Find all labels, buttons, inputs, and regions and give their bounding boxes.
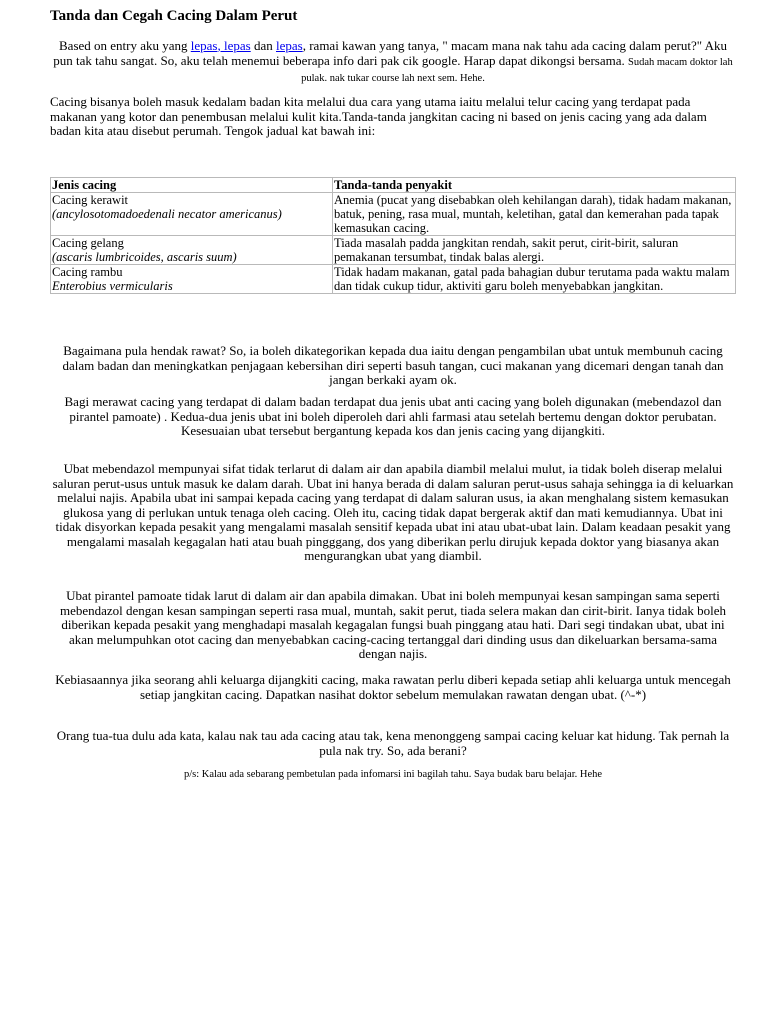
header-symptoms: Tanda-tanda penyakit <box>333 178 736 193</box>
page-title: Tanda dan Cegah Cacing Dalam Perut <box>50 8 298 24</box>
entry-link-sep[interactable]: , <box>217 38 224 53</box>
entry-link-3[interactable]: lepas <box>276 38 303 53</box>
worm-scientific-name: (ascaris lumbricoides, ascaris suum) <box>52 250 237 264</box>
worm-name: Cacing rambu <box>52 265 123 279</box>
ps-note: p/s: Kalau ada sebarang pembetulan pada infomarsi ini bagilah tahu. Saya budak baru belajar. Hehe <box>183 769 603 780</box>
worm-name: Cacing kerawit <box>52 193 129 207</box>
paragraph-medicine: Bagi merawat cacing yang terdapat di dalam badan terdapat dua jenis ubat anti cacing yang boleh digunakan (mebendazol dan pirantel pamoate) . Kedua-dua jenis ubat ini boleh diperoleh dari ahli farmasi atau setelah bertemu dengan doktor perubatan. Kesesuaian ubat tersebut bergantung kepada kos dan jenis cacing yang dijangkiti. <box>64 394 722 438</box>
symptoms-cell: Anemia (pucat yang disebabkan oleh kehilangan darah), tidak hadam makanan, batuk, pening, rasa mual, muntah, keletihan, gatal dan kemerahan pada tapak kemasukan cacing. <box>333 193 736 236</box>
table-header-row <box>51 178 736 193</box>
table-row <box>51 193 736 236</box>
paragraph-mebendazol: Ubat mebendazol mempunyai sifat tidak terlarut di dalam air dan apabila diambil melalui mulut, ia tidak boleh diserap melalui saluran perut-usus untuk masuk ke dalam darah. Ubat ini hanya berada di dalam saluran perut-usus sahaja sehingga ia di keluarkan melalui najis. Apabila ubat ini sampai kepada cacing yang terdapat di dalam saluran usus, ia akan menghalang sistem kemasukan glukosa yang di perlukan untuk tenaga oleh cacing. Oleh itu, cacing tidak dapat bergerak aktif dan mati kemudiannya. Ubat ini tidak disyorkan kepada pesakit yang mengalami masalah sensitif kepada ubat ini atau ubat-ubat lain. Dalam keadaan pesakit yang mengalami masalah kegagalan hati atau buah pingggang, dos yang diberikan perlu dirujuk kepada doktor yang biasanya akan mengurangkan ubat yang diambil. <box>52 461 734 563</box>
worm-scientific-name: Enterobius vermicularis <box>52 279 173 293</box>
symptoms-cell: Tiada masalah padda jangkitan rendah, sakit perut, cirit-birit, saluran pemakanan tersumbat, tindak balas alergi. <box>333 236 736 265</box>
symptoms-cell: Tidak hadam makanan, gatal pada bahagian dubur terutama pada waktu malam dan tidak cukup tidur, aktiviti garu boleh menyebabkan jangkitan. <box>333 265 736 294</box>
intro-text-2: dan <box>250 38 276 53</box>
intro-text-1: Based on entry aku yang <box>59 38 191 53</box>
worm-table <box>50 177 736 294</box>
entry-link-1[interactable]: lepas <box>190 38 218 53</box>
worm-cell <box>51 236 333 265</box>
intro-paragraph <box>50 39 736 87</box>
paragraph-treatment: Bagaimana pula hendak rawat? So, ia boleh dikategorikan kepada dua iaitu dengan pengambilan ubat untuk membunuh cacing dalam badan dan meningkatkan penjagaan kebersihan diri seperti basuh tangan, cuci makanan yang dicemari dengan tanah dan jangan berkaki ayam ok. <box>62 343 724 387</box>
paragraph-pirantel: Ubat pirantel pamoate tidak larut di dalam air dan apabila dimakan. Ubat ini boleh mempunyai kesan sampingan sama seperti mebendazol dengan kesan sampingan seperti rasa mual, muntah, sakit perut, tiada selera makan dan cirit-birit. Ianya tidak boleh diberikan kepada pesakit yang menghadapi masalah kegagalan fungsi buah pinggang atau hati. Dari segi tindakan ubat, ubat ini akan melumpuhkan otot cacing dan menyebabkan cacing-cacing tertanggal dari dinding usus dan dikeluarkan bersama-sama dengan najis. <box>59 588 726 661</box>
worm-scientific-name: (ancylosotomadoedenali necator americanus) <box>52 207 282 221</box>
intro-text-3: , ramai kawan yang tanya, " macam mana nak tahu ada cacing dalam perut?" Aku pun tak tahu sangat. So, aku telah menemui beberapa info dari pak cik google. Harap dapat dikongsi bersama. <box>53 38 727 68</box>
worm-name: Cacing gelang <box>52 236 124 250</box>
worm-cell <box>51 193 333 236</box>
intro-small-note: Sudah macam doktor lah pulak. nak tukar course lah next sem. Hehe. <box>301 56 733 84</box>
table-row <box>51 236 736 265</box>
paragraph-family: Kebiasaannya jika seorang ahli keluarga dijangkiti cacing, maka rawatan perlu diberi kepada setiap ahli keluarga untuk mencegah setiap jangkitan cacing. Dapatkan nasihat doktor sebelum memulakan rawatan dengan ubat. (^-*) <box>55 672 731 702</box>
header-worm-type: Jenis cacing <box>51 178 333 193</box>
table-row <box>51 265 736 294</box>
entry-link-2[interactable]: lepas <box>224 38 251 53</box>
paragraph-infection: Cacing bisanya boleh masuk kedalam badan kita melalui dua cara yang utama iaitu melalui telur cacing yang terdapat pada makanan yang kotor dan penembusan melalui kulit kita.Tanda-tanda jangkitan cacing ni based on jenis cacing yang ada dalam badan kita atau disebut perumah. Tengok jadual kat bawah ini: <box>50 94 707 138</box>
worm-cell <box>51 265 333 294</box>
paragraph-old-saying: Orang tua-tua dulu ada kata, kalau nak tau ada cacing atau tak, kena menonggeng sampai cacing keluar kat hidung. Tak pernah la pula nak try. So, ada berani? <box>56 728 730 758</box>
